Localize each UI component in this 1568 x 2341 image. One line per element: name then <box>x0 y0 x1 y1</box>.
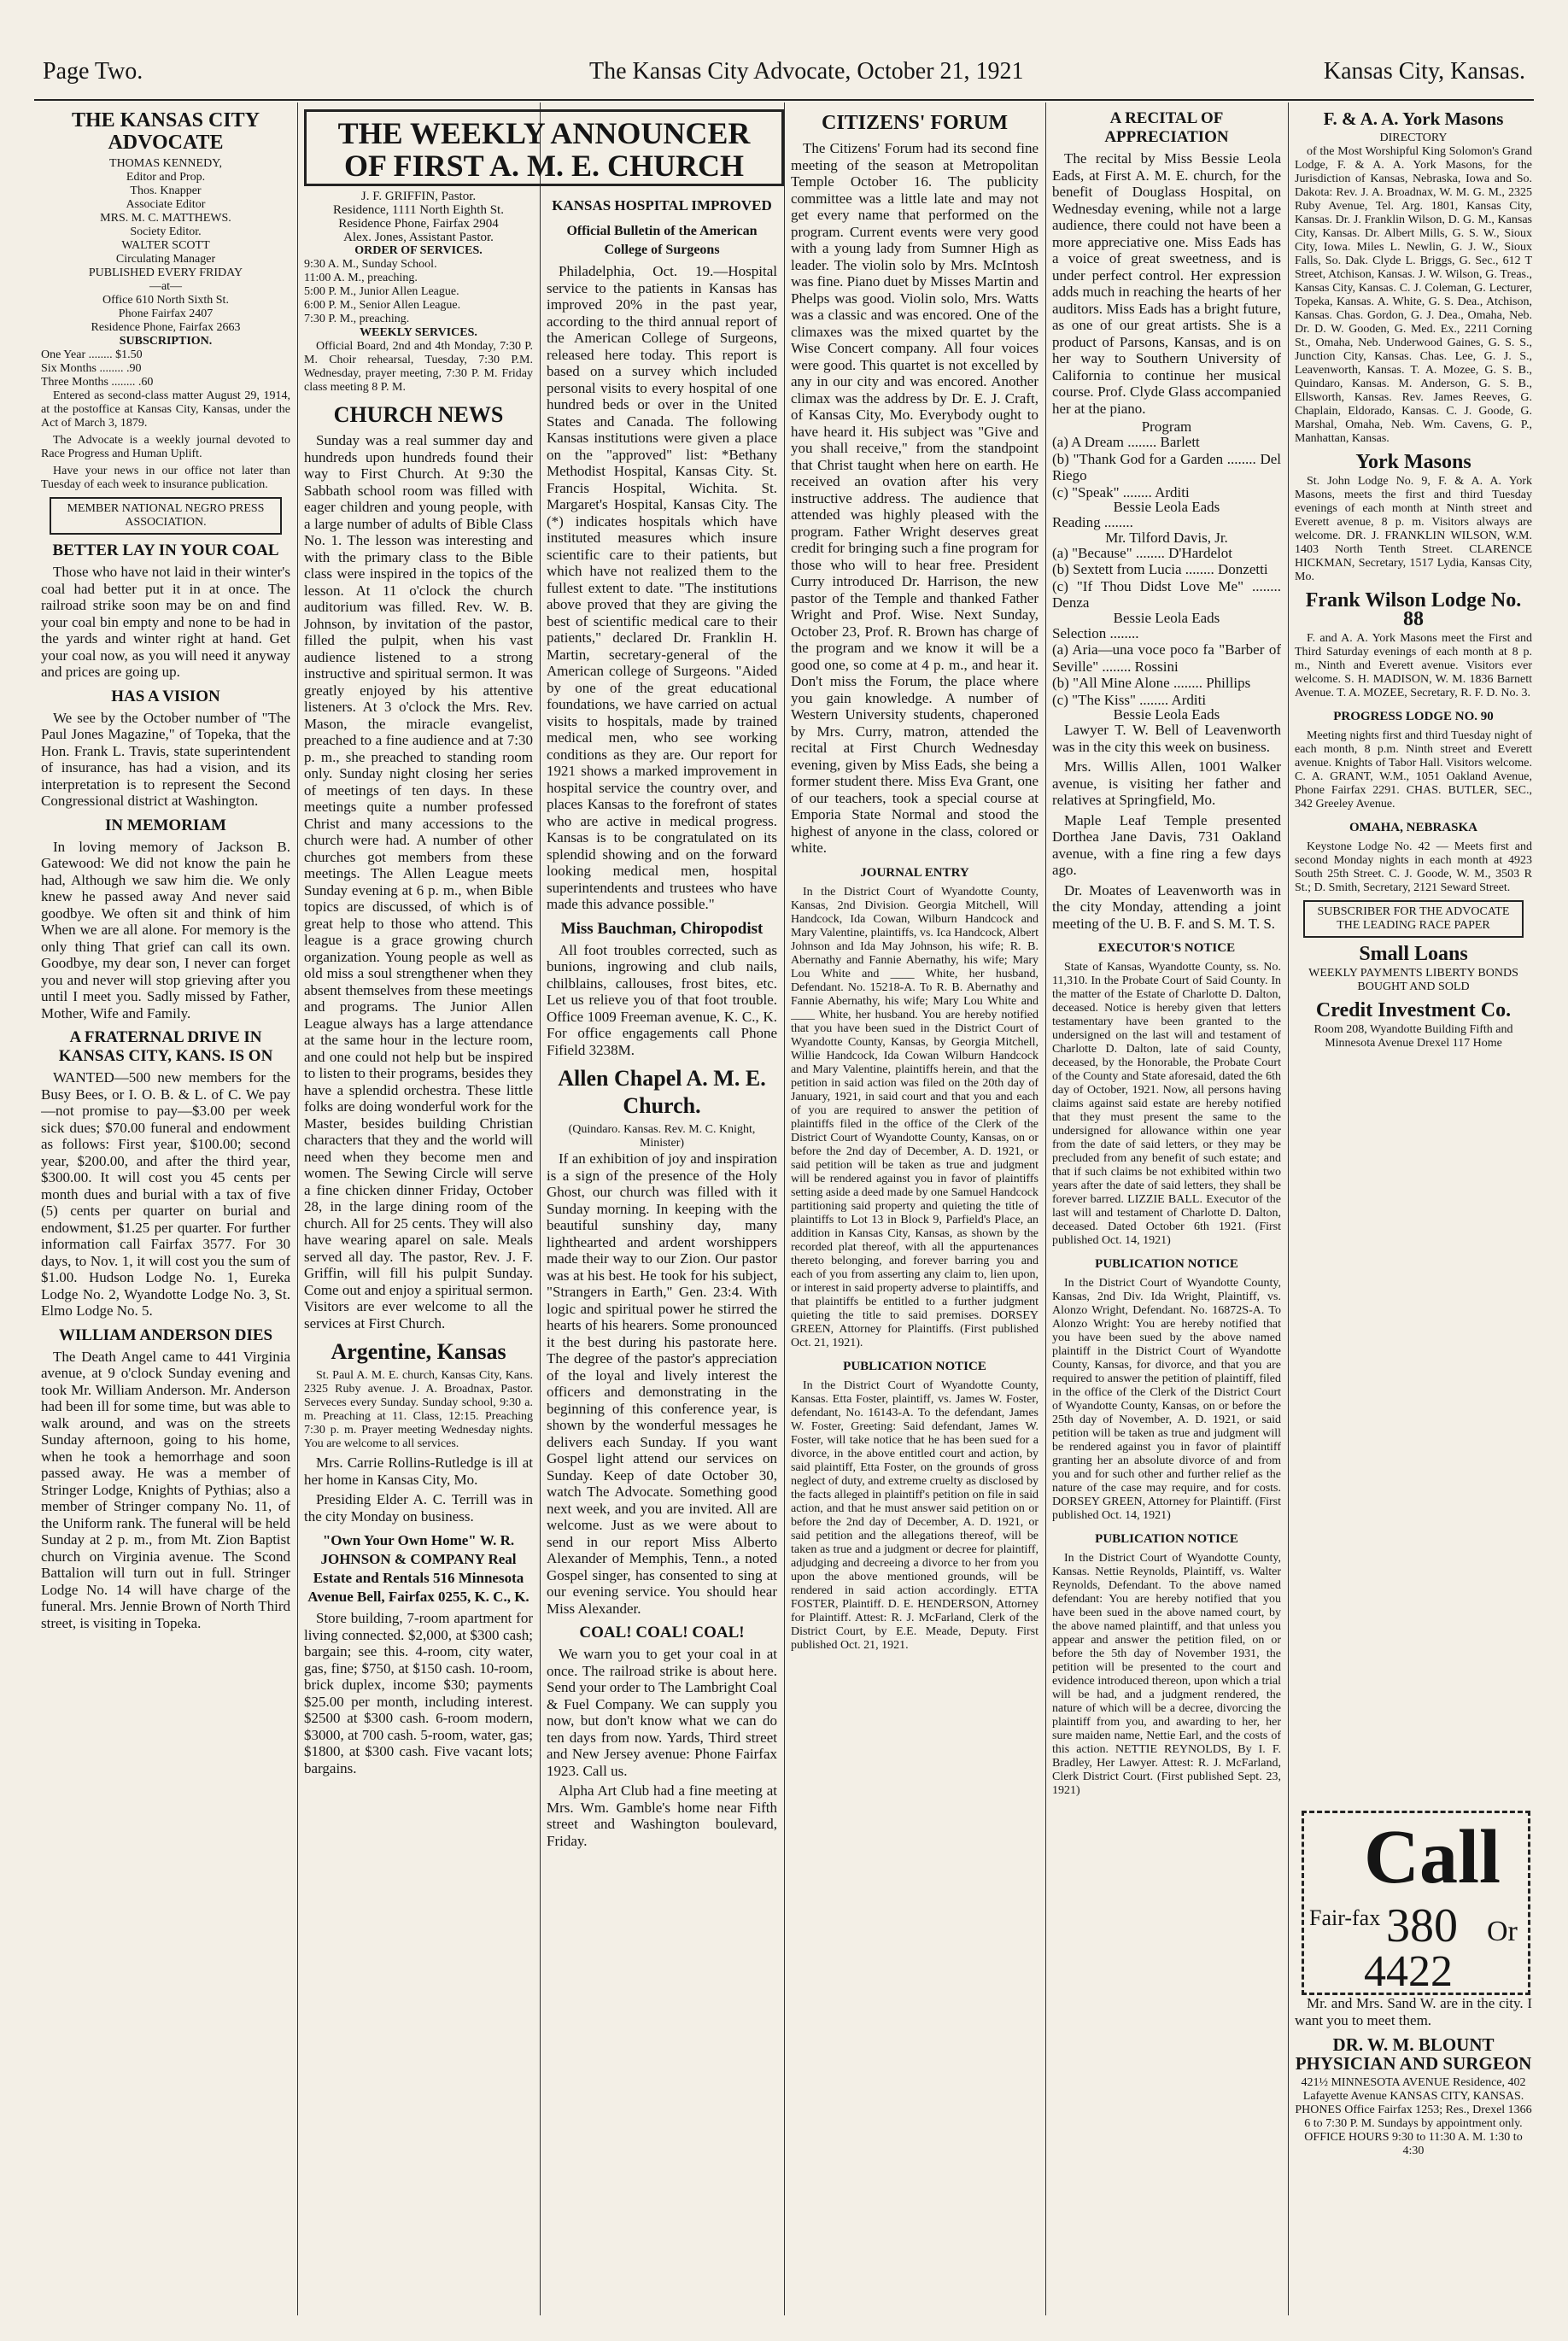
weekly-note: The Advocate is a weekly journal devoted to Race Progress and Human Uplift. <box>41 434 290 460</box>
anderson-article: The Death Angel came to 441 Virginia avenue, at 9 o'clock Sunday evening and took Mr. William Anderson. Mr. Anderson had been ill for some time, but was able to walk around, and was on the streets Sunday afternoon, going to his home, when he took a hemorrhage and soon passed away. He was a member of Stringer Lodge, Knights of Pythias; also a member of Stringer company No. 11, of the Uniform rank. The funeral will be held Sunday at 2 p. m., from Mt. Zion Baptist church on Virginia avenue. The Scond Battalion will turn out in full. Stringer Lodge No. 14 will have charge of the funeral. Mrs. Jennie Brown of North Third street, is visiting in Topeka. <box>41 1348 290 1631</box>
credit-text: Room 208, Wyandotte Building Fifth and Minnesota Avenue Drexel 117 Home <box>1313 1023 1513 1050</box>
staff-5: MRS. M. C. MATTHEWS. <box>100 212 231 225</box>
weekly-services: Official Board, 2nd and 4th Monday, 7:30 P. M. Choir rehearsal, Tuesday, 7:30 P.M. Wednesday, prayer meeting, 7:30 P. M. Friday class meeting 8 P. M. <box>304 340 533 394</box>
column-1 <box>41 102 290 2315</box>
york-article: St. John Lodge No. 9, F. & A. A. York Masons, meets the first and third Tuesday evenings of each month at Ninth street and Everett avenue, 8 p. m. Visitors always are welcome. DR. J. FRANKLIN WILSON, W.M. 1403 North Tenth Street. CLARENCE HICKMAN, Secretary, 1517 Lydia, Kansas City, Mo. <box>1295 475 1532 583</box>
staff-1: THOMAS KENNEDY, <box>109 157 222 170</box>
program-item: Mr. Tilford Davis, Jr. <box>1105 529 1228 546</box>
advocate-title: THE KANSAS CITY ADVOCATE <box>71 109 260 154</box>
church-announcer-title: THE WEEKLY ANNOUNCER OF FIRST A. M. E. CHURCH <box>337 116 751 183</box>
realty-listings: Store building, 7-room apartment for living connected. $2,000, at $300 cash; bargain; see this. 4-room, city water, gas, fine; $750, at $150 cash. 10-room, brick duplex, income $30; payments $25.00 per month, including interest. $2500 at $300 cash. 6-room modern, $3000, at 700 cash. 5-room, water, gas; $1800, at $300 cash. Five vacant lots; bargains. <box>304 1610 533 1776</box>
blount-text: 421½ MINNESOTA AVENUE Residence, 402 Lafayette Avenue KANSAS CITY, KANSAS. PHONES Office Fairfax 1253; Res., Drexel 1366 6 to 7:30 P. M. Sundays by appointment only. OFFICE HOURS 9:30 to 11:30 A. M. 1:30 to 4:30 <box>1295 2076 1532 2157</box>
column-6 <box>1295 102 1532 1982</box>
order-5: 7:30 P. M., preaching. <box>304 313 410 325</box>
program-item: (a) "Because" ........ D'Hardelot <box>1052 544 1232 561</box>
subscribe-box: SUBSCRIBER FOR THE ADVOCATE THE LEADING RACE PAPER <box>1303 900 1524 938</box>
anderson-heading: WILLIAM ANDERSON DIES <box>58 1326 273 1344</box>
executor-notice: State of Kansas, Wyandotte County, ss. No. 11,310. In the Probate Court of Said County. In the matter of the Estate of Charlotte D. Dalton, deceased. Notice is hereby given that letters testamentary have been granted to the undersigned on the last will and testament of Charlotte D. Dalton, late of said County, deceased, by the Honorable, the Probate Court of the County and State aforesaid, dated the 6th day of October, 1921. Now, all persons having claims against said estate are hereby notified that they must present the same to the undersigned for allowance within one year from the date of said letters, or they may be precluded from any benefit of such estate; and that if such claims be not exhibited within two years after the date of said letters, they shall be forever barred. LIZZIE BALL. Executor of the last will and testament of Charlotte D. Dalton, deceased. Dated October 6th 1921. (First published Oct. 14, 1921) <box>1052 961 1281 1247</box>
journal-entry: In the District Court of Wyandotte County, Kansas, 2nd Division. Georgia Mitchell, Will Handcock, Ida Cowan, Wilburn Handcock and Mary Valentine, plaintiffs, vs. Ica Handcock, Albert Johnson and Ida May Johnson, his wife; R. B. Abernathy and Fannie Abernathy, his wife; Mary Lou White and ____ White, her husband, Defendant. No. 15218-A. To R. B. Abernathy and Fannie Abernathy, his wife; Mary Lou White and ____ White, her husband. You are hereby notified that you have been sued in the District Court of Wyandotte County, Kansas, by Georgia Mitchell, Willie Handcock, Ida Cowan Wilburn Handcock and Mary Valentine, plaintiffs herein, and that the petition in said action was filed on the 20th day of January, 1921, in said court and that you and each of you are required to answer the petition of plaintiffs filed in the office of the Clerk of the District Court of Wyandotte County, Kansas, on or before the 2nd day of December, A. D. 1921, or said petition will be taken as true and judgment will be rendered against you in favor of plaintiffs setting aside a deed made by one Samuel Handcock partitioning said property and quieting the title of plaintiffs to Lot 13 in Block 9, Parfield's Place, an addition in Kansas City, Kansas, as shown by the recorded plat thereof, with all the appurtenances thereto belonging, and forever barring you and each of you from asserting any claim to, lien upon, or interest in said property adverse to plaintiffs, and that plaintiffs be entitled to a further judgment quieting the title to said premises. DORSEY GREEN, Attorney for Plaintiffs. (First published Oct. 21, 1921). <box>791 885 1039 1349</box>
blount-heading: DR. W. M. BLOUNT PHYSICIAN AND SURGEON <box>1295 2034 1532 2074</box>
program-item: (b) "Thank God for a Garden ........ Del Riego <box>1052 450 1281 483</box>
column-4 <box>791 102 1039 2315</box>
publication-2-heading: PUBLICATION NOTICE <box>1095 1257 1238 1271</box>
loans-heading: Small Loans <box>1359 943 1468 965</box>
column-rule <box>540 102 541 2315</box>
directory-heading: DIRECTORY <box>1379 132 1448 144</box>
hospital-article: Philadelphia, Oct. 19.—Hospital service to the patients in Kansas has improved 20% in the past year, according to the third annual report of the American College of Surgeons, released here today. This report is based on a survey which included personal visits to every hospital of one hundred beds or over in the United States and Canada. The following Kansas institutions were given a place on the "approved" list: *Bethany Methodist Hospital, Kansas City. St. Francis Hospital, Wichita. St. Margaret's Hospital, Kansas City. The (*) indicates hospitals which have instituted measures which insure scientific care to their patients, but which have not realized them to the fullest extent to date. "The institutions above proved that they are giving the best of scientific medical care to their patients," declared Dr. Franklin H. Martin, secretary-general of the American college of Surgeons. "Aided by one of the great educational foundations, we have carried on actual visits to hospitals, made by trained medical men, who see working conditions as they are. Our report for 1921 shows a marked improvement in hospital service the country over, and places Kansas to the forefront of states who are active in medical progress. Kansas is to be congratulated on its splendid showing and on the forward looking medical men, hospital superintendents and trustees who have made this advance possible." <box>547 263 777 912</box>
column-5 <box>1052 102 1281 2315</box>
church-news: Sunday was a real summer day and hundreds upon hundreds found their way to First Church. At 9:30 the Sabbath school room was filled with eager children and young people, with a large number of adults of Bible Class No. 1. The lesson was interesting and with the primary class to the Bible class were inspired in the topics of the lesson. At 11 o'clock the church auditorium was filled. Rev. W. B. Johnson, by invitation of the pastor, filled the pulpit, when his vast audience listened to a strong instructive and spiritual sermon. It was greatly enjoyed by his attentive listeners. At 3 o'clock the Mrs. Rev. Mason, the miracle evangelist, preached to a fine audience and at 7:30 p. m., she preached to standing room only. Sunday night closing her series of meetings of ten days. In these meetings quite a number professed Christ and many accessions to the church were had. A number of other churches got members from these meetings. The Allen League meets Sunday evening at 6 p. m., when Bible topics are discussed, of which is of great help to those who attend. This league is a grace growing church organization. Young people as well as old miss a soul strengthener when they absent themselves from these meetings and programs. The Junior Allen League always has a large attendance at the same hour in the lecture room, and one could not help but be inspired to listen to their programs, besides they have a splendid orchestra. These little folks are doing wonderful work for the Master, besides building Christian characters that they and the world will need when they become men and women. The Sewing Circle will serve a fine chicken dinner Friday, October 28, in the large dining room of the church. All for 25 cents. They will also have wearing aparel on sale. Meals served all day. The pastor, Rev. J. F. Griffin, will fill his pulpit Sunday. Come out and enjoy a spiritual sermon. Visitors are ever welcome to all the services at First Church. <box>304 432 533 1331</box>
memoriam-article: In loving memory of Jackson B. Gatewood: We did not know the pain he had, Although we saw him die. We only knew he passed away And never said goodbye. We often sit and think of him When we are all alone. For memory is the only thing That grief can call its own. Goodbye, my dear son, I never can forget you and never will stop grieving after you until I meet you. Sadly missed by Father, Mother, Wife and Family. <box>41 838 290 1021</box>
fraternal-article: WANTED—500 new members for the Busy Bees, or I. O. B. & L. of C. We pay—not promise to pay—$3.00 per week sick dues; $70.00 funeral and endowment as follows: First year, $100.00; second year, $200.00, and after the third year, $300.00. It will cost you 45 cents per month dues and burial with a tax of five (5) cents per quarter on burial and endowment, $1.25 per quarter. For further information call Fairfax 3577. For 30 days, to Nov. 1, it will cost you the sum of $1.00. Hudson Lodge No. 1, Eureka Lodge No. 2, Wyandotte Lodge No. 3, St. Elmo Lodge No. 5. <box>41 1069 290 1319</box>
subscription-heading: SUBSCRIPTION. <box>119 335 213 348</box>
omaha-article: Keystone Lodge No. 42 — Meets first and second Monday nights in each month at 4923 South 25th Street. C. J. Goode, W. M., 3503 R St.; D. Smith, Secretary, 2121 Seward Street. <box>1295 840 1532 894</box>
column-rule <box>784 102 785 2315</box>
publication-1: In the District Court of Wyandotte County, Kansas. Etta Foster, plaintiff, vs. James W. Foster, defendant, No. 16143-A. To the defendant, James W. Foster, Greeting: Said defendant, James W. Foster, will take notice that he has been sued for a divorce, in the above entitled court and action, by said plaintiff, Etta Foster, on the grounds of gross neglect of duty, and extreme cruelty as disclosed by the facts alleged in plaintiff's petition on file in said action, and that he must answer said petition on or before the 2nd day of December, A. D. 1921, or said petition and the allegations thereof, will be taken as true and a judgment or decree for plaintiff, adjudging and decreeing a divorce to her from you upon the above mentioned grounds, will be rendered in said action accordingly. ETTA FOSTER, Plaintiff. D. E. HENDERSON, Attorney for Plaintiff. Attest: R. J. McFarland, Clerk of the District Court, by E.E. Meade, Deputy. First published Oct. 21, 1921. <box>791 1378 1039 1652</box>
program-item: Bessie Leola Eads <box>1113 706 1220 723</box>
column-6-bottom <box>1295 1995 1532 2315</box>
call-fairfax: Fair-fax <box>1309 1905 1381 1930</box>
staff-10: —at— <box>149 280 183 293</box>
coal-heading: BETTER LAY IN YOUR COAL <box>52 541 279 559</box>
staff-8: Circulating Manager <box>115 253 216 266</box>
allen-chapel-article: If an exhibition of joy and inspiration is a sign of the presence of the Holy Ghost, our church was filled with it Sunday morning. In keeping with the beautiful sunshiny day, many lighthearted and ardent worshippers made their way to our Zion. Our pastor was at his best. He took for his subject, "Strangers in Earth," Gen. 23:4. With logic and spiritual power he stirred the hearts of his hearers. Some pronounced it the best during his pastorate here. The degree of the pastor's appreciation of the loyal and lively interest the officers and demonstrating in the beginning of this conference year, is shown by the wonderful messages he delivers each Sunday. If you want Gospel light attend our services on Sunday. Keep of date October 30, watch The Advocate. Something good next week, and you are invited. All are welcome. Just as we were about to send in our report Miss Alberto Alexander of Memphis, Tenn., a noted Gospel singer, has consented to sing at our evening service. You should hear Miss Alexander. <box>547 1150 777 1617</box>
executor-heading: EXECUTOR'S NOTICE <box>1097 941 1236 955</box>
entered-note: Entered as second-class matter August 29, 1914, at the postoffice at Kansas City, Kansas, under the Act of March 3, 1879. <box>41 389 290 430</box>
program-item: Reading ........ <box>1052 514 1133 530</box>
bell-note: Lawyer T. W. Bell of Leavenworth was in the city this week on business. <box>1052 722 1281 755</box>
alpha-art-note: Alpha Art Club had a fine meeting at Mrs. Wm. Gamble's home near Fifth street and Washington boulevard, Friday. <box>547 1782 777 1849</box>
forum-article: The Citizens' Forum had its second fine meeting of the season at Metropolitan Temple October 16. The publicity committee was a little late and may not get every name that performed on the program. Current events were very good with a young lady from Sumner High as leader. The violin solo by Mrs. McIntosh was fine. Piano duet by Misses Martin and Phelps was good. Violin solo, Mrs. Watts was a classic and was encored. One of the climaxes was the mixed quartet by the Wise Concert company. All four voices were good. This quartet is not excelled by any in our city and was encored. Another climax was the address by Dr. E. J. Craft, of Kansas City, Mo. Everybody ought to have heard it. His subject was "Give and you shall receive," from the standpoint that Christ taught when here on earth. He received an ovation after his very instructive address. The audience that attended was highly pleased with the program. Father Wright deserves great credit for bringing such a fine program for those who will to hear free. President Curry introduced Dr. Harrison, the new pastor of the Temple and thanked Father Wright and Prof. Wise. Next Sunday, October 23, Prof. R. Brown has charge of the program and we know it will be a good one, so come at 4 p. m., and hear it. Don't miss the Forum, the place where you gain knowledge. A number of Western University students, chaperoned by Mrs. Curry, matron, attended the recital at First Church Wednesday evening, given by Miss Eads, she being a former student there. Miss Eva Grant, one of our teachers, took a special course at Emporia State Normal and stood the highest of anyone in the class, colored or white. <box>791 140 1039 856</box>
progress-heading: PROGRESS LODGE NO. 90 <box>1333 710 1494 723</box>
column-2 <box>304 190 533 2315</box>
chiropodist-article: All foot troubles corrected, such as bunions, ingrowing and club nails, chilblains, callouses, frost bites, etc. Let us relieve you of that foot trouble. Office 1009 Freeman avenue, K. C., K. For office engagements call Phone Fifield 3238M. <box>547 941 777 1058</box>
pastor-line-2: Residence, 1111 North Eighth St. <box>333 203 504 217</box>
paper-title-date: The Kansas City Advocate, October 21, 1921 <box>589 58 1024 85</box>
forum-heading: CITIZENS' FORUM <box>821 112 1009 134</box>
vision-heading: HAS A VISION <box>111 687 220 705</box>
rutledge-note: Mrs. Carrie Rollins-Rutledge is ill at her home in Kansas City, Mo. <box>304 1454 533 1488</box>
rate-six: Six Months ........ .90 <box>41 362 142 375</box>
staff-11: Office 610 North Sixth St. <box>102 294 229 307</box>
rate-three: Three Months ........ .60 <box>41 376 154 389</box>
column-rule <box>297 102 298 2315</box>
column-rule <box>1045 102 1046 2315</box>
realty-heading: "Own Your Own Home" W. R. JOHNSON & COMPANY Real Estate and Rentals 516 Minnesota Avenue Bell, Fairfax 0255, K. C., K. <box>307 1532 529 1605</box>
coal-ad-heading: COAL! COAL! COAL! <box>579 1624 745 1642</box>
program-item: (c) "If Thou Didst Love Me" ........ Denza <box>1052 577 1281 611</box>
credit-heading: Credit Investment Co. <box>1315 999 1512 1021</box>
frank-wilson-heading: Frank Wilson Lodge No. 88 <box>1305 589 1522 630</box>
publication-3-heading: PUBLICATION NOTICE <box>1095 1532 1238 1546</box>
vision-article: We see by the October number of "The Paul Jones Magazine," of Topeka, that the Hon. Frank L. Travis, state superintendent of insurance, has had a vision, and its interpretation is to represent the Second Congressional district at Washington. <box>41 709 290 809</box>
church-news-heading: CHURCH NEWS <box>333 402 504 427</box>
program-item: (a) Aria—una voce poco fa "Barber of Seville" ........ Rossini <box>1052 641 1281 675</box>
omaha-heading: OMAHA, NEBRASKA <box>1349 821 1477 834</box>
staff-2: Editor and Prop. <box>126 171 206 184</box>
call-word: Call <box>1364 1815 1501 1899</box>
coal-ad: We warn you to get your coal in at once. The railroad strike is about here. Send your order to The Lambright Coal & Fuel Company. We can supply you now, but don't know what we can do ten days from now. Yards, Third street and New Jersey avenue: Phone Fairfax 1923. Call us. <box>547 1646 777 1779</box>
staff-3: Thos. Knapper <box>130 184 202 197</box>
paper-location: Kansas City, Kansas. <box>1323 58 1525 85</box>
frank-wilson-article: F. and A. A. York Masons meet the First and Third Saturday evenings of each month at 8 p. m., Ninth and Everett avenue. Visitors ever welcome. S. H. MADISON, W. M. 1836 Barnett Avenue. T. A. MOZEE, Secretary, R. F. D. No. 3. <box>1295 632 1532 699</box>
program-item: (c) "Speak" ........ Arditi <box>1052 483 1190 500</box>
staff-13: Residence Phone, Fairfax 2663 <box>91 321 241 334</box>
call-or: Or <box>1487 1916 1518 1947</box>
argentine-article: St. Paul A. M. E. church, Kansas City, Kans. 2325 Ruby avenue. J. A. Broadnax, Pastor. Serveces every Sunday. Sunday school, 9:30 a. m. Preaching at 11. Class, 12:15. Preaching 7:30 p. m. Prayer meeting Wednesday nights. You are welcome to all services. <box>304 1369 533 1450</box>
program-heading: Program <box>1141 418 1192 435</box>
program-item: (b) "All Mine Alone ........ Phillips <box>1052 675 1251 691</box>
publication-2: In the District Court of Wyandotte County, Kansas, 2nd Div. Ida Wright, Plaintiff, vs. Alonzo Wright, Defendant. No. 16872S-A. To Alonzo Wright: You are hereby notified that you have been sued by the above named plaintiff in the District Court of Wyandotte County, Kansas, for divorce, and that you are required to answer the petition of plaintiff, filed in the office of the Clerk of the District Court of Wyandotte County, Kansas, on or before the 25th day of November, A. D. 1921, or said petition will be taken as true and judgment will be rendered against you in favor of plaintiff granting her an absolute divorce of and from you and for such other and further relief as the nature of the case may require, and for costs. DORSEY GREEN, Attorney for Plaintiff. (First published Oct. 14, 1921) <box>1052 1277 1281 1522</box>
recital-article: The recital by Miss Bessie Leola Eads, at First A. M. E. church, for the benefit of Douglass Hospital, on Wednesday evening, while not a large audience, there could not have been a more appreciative one. Miss Eads has a voice of great sweetness, and is under perfect control. Her expression adds much in reaching the hearts of her auditors. Miss Eads has a bright future, as one of our great artists. She is a product of Parsons, Kansas, and is on her way to Southern University of California to continue her musical course. Prof. Clyde Glass accompanied her at the piano. <box>1052 150 1281 417</box>
program-item: Bessie Leola Eads <box>1113 609 1220 626</box>
pastor-line-4: Alex. Jones, Assistant Pastor. <box>343 231 494 244</box>
news-deadline: Have your news in our office not later than Tuesday of each week to insurance publication. <box>41 465 290 491</box>
pastor-line-3: Residence Phone, Fairfax 2904 <box>338 217 499 231</box>
column-rule <box>1288 102 1289 2315</box>
pastor-line-1: J. F. GRIFFIN, Pastor. <box>360 190 477 203</box>
argentine-heading: Argentine, Kansas <box>331 1339 506 1364</box>
call-number-2: 4422 <box>1364 1947 1453 1996</box>
york-heading: York Masons <box>1355 451 1471 473</box>
staff-12: Phone Fairfax 2407 <box>118 307 214 320</box>
chiropodist-heading: Miss Bauchman, Chiropodist <box>560 919 764 938</box>
column-3 <box>547 190 777 2315</box>
terrill-note: Presiding Elder A. C. Terrill was in the city Monday on business. <box>304 1491 533 1525</box>
allen-note: Mrs. Willis Allen, 1001 Walker avenue, is visiting her father and relatives at Springfield, Mo. <box>1052 758 1281 808</box>
program-item: (b) Sextett from Lucia ........ Donzetti <box>1052 561 1268 577</box>
staff-9: PUBLISHED EVERY FRIDAY <box>88 266 243 279</box>
coal-article: Those who have not laid in their winter's coal had better put it in at once. The railroad strike soon may be on and find your coal bin empty and none to be had in the yards and winter right at hand. Get your coal now, as you will need it anyway and prices are going up. <box>41 564 290 680</box>
program-item: Selection ........ <box>1052 624 1139 641</box>
masons-directory: of the Most Worshipful King Solomon's Grand Lodge, F. & A. A. York Masons, for the Jurisdiction of Kansas, Nebraska, Iowa and So. Dakota: Rev. J. A. Broadnax, W. M. G. M., 2325 Ruby Avenue, Tel. Arg. 1801, Kansas City, Kansas. Dr. J. Franklin Wilson, D. G. M., Kansas City, Kansas. Dr. Albert Mills, G. S. W., Sioux City, Iowa. Miles L. Newlin, G. J. W., Sioux Falls, So. Dak. Clyde L. Briggs, G. Sec., 612 T Street, Atchison, Kansas. J. W. Wilson, G. Treas., Kansas City, Kansas. C. J. Coleman, G. Lecturer, Topeka, Kansas. A. White, G. S. Dea., Atchison, Kansas. Chas. Gordon, G. J. Dea., Omaha, Neb. Dr. D. W. Gooden, G. Med. Ex., 2211 Corning St., Omaha, Neb. Underwood Gaines, G. S. S., Junction City, Kansas. Chas. Lee, G. J. S., Leavenworth, Kansas. T. A. Mozee, G. S. B., Quindaro, Kansas. M. Anderson, G. S. B., Ellsworth, Kansas. Rev. James Reeves, G. Chaplain, Eldorado, Kansas. C. J. Goode, G. Marshal, Omaha, Neb. Wm. Cavens, G. P., Manhattan, Kansas. <box>1295 145 1532 445</box>
masthead <box>34 58 1534 101</box>
order-3: 5:00 P. M., Junior Allen League. <box>304 285 459 298</box>
progress-article: Meeting nights first and third Tuesday night of each month, 8 p.m. Ninth street and Everett avenue. Knights of Tabor Hall. Visitors welcome. C. A. GRANT, W.M., 1051 Oakland Avenue, Phone Fairfax 2291. CHAS. BUTLER, SEC., 342 Greeley Avenue. <box>1295 729 1532 811</box>
program-item: (c) "The Kiss" ........ Arditi <box>1052 691 1207 708</box>
moates-note: Dr. Moates of Leavenworth was in the city Monday, attending a joint meeting of the U. B. F. and S. M. T. S. <box>1052 881 1281 932</box>
staff-4: Associate Editor <box>126 198 206 211</box>
call-advertisement <box>1302 1811 1530 1995</box>
hospital-subheading: Official Bulletin of the American College of Surgeons <box>566 224 758 257</box>
program-item: Bessie Leola Eads <box>1113 499 1220 515</box>
allen-chapel-subheading: (Quindaro. Kansas. Rev. M. C. Knight, Minister) <box>568 1123 756 1150</box>
staff-7: WALTER SCOTT <box>121 239 210 252</box>
recital-heading: A RECITAL OF APPRECIATION <box>1104 109 1229 146</box>
staff-6: Society Editor. <box>130 225 202 238</box>
publication-3: In the District Court of Wyandotte County, Kansas. Nettie Reynolds, Plaintiff, vs. Walter Reynolds, Defendant. To the above named defendant: You are hereby notified that you have been sued in the above named court, by the above named plaintiff, and that unless you appear and answer the petition filed, on or before the 5th day of November 1931, the petition will be presented to the court and evidence introduced thereon, upon which a trial will be had, and a judgment rendered, the nature of which will be a decree, divorcing the plaintiff from you, and awarding to her, her sure maiden name, Nettie Earl, and the costs of this action. NETTIE REYNOLDS, By I. F. Bradley, Her Lawyer. Attest: R. J. McFarland, Clerk District Court. (First published Sept. 23, 1921) <box>1052 1552 1281 1797</box>
hospital-heading: KANSAS HOSPITAL IMPROVED <box>552 197 772 214</box>
memoriam-heading: IN MEMORIAM <box>105 816 226 834</box>
loans-text: WEEKLY PAYMENTS LIBERTY BONDS BOUGHT AND SOLD <box>1308 967 1518 993</box>
order-1: 9:30 A. M., Sunday School. <box>304 258 437 271</box>
weekly-services-heading: WEEKLY SERVICES. <box>360 326 477 339</box>
program-item: (a) A Dream ........ Barlett <box>1052 434 1200 450</box>
journal-heading: JOURNAL ENTRY <box>860 865 969 880</box>
fraternal-heading: A FRATERNAL DRIVE IN KANSAS CITY, KANS. IS ON <box>58 1028 273 1065</box>
allen-chapel-heading: Allen Chapel A. M. E. Church. <box>558 1066 766 1118</box>
rate-year: One Year ........ $1.50 <box>41 348 143 361</box>
masons-heading: F. & A. A. York Masons <box>1323 108 1504 129</box>
temple-note: Maple Leaf Temple presented Dorthea Jane Davis, 731 Oakland avenue, with a fine ring a few days ago. <box>1052 811 1281 878</box>
order-heading: ORDER OF SERVICES. <box>354 244 483 257</box>
page-number: Page Two. <box>43 58 143 85</box>
sand-note: Mr. and Mrs. Sand W. are in the city. I want you to meet them. <box>1295 1995 1532 2028</box>
member-badge: MEMBER NATIONAL NEGRO PRESS ASSOCIATION. <box>50 497 282 535</box>
church-announcer-header <box>304 109 784 186</box>
publication-1-heading: PUBLICATION NOTICE <box>843 1359 986 1373</box>
call-number-1: 380 <box>1386 1899 1458 1952</box>
order-4: 6:00 P. M., Senior Allen League. <box>304 299 461 312</box>
order-2: 11:00 A. M., preaching. <box>304 272 418 284</box>
